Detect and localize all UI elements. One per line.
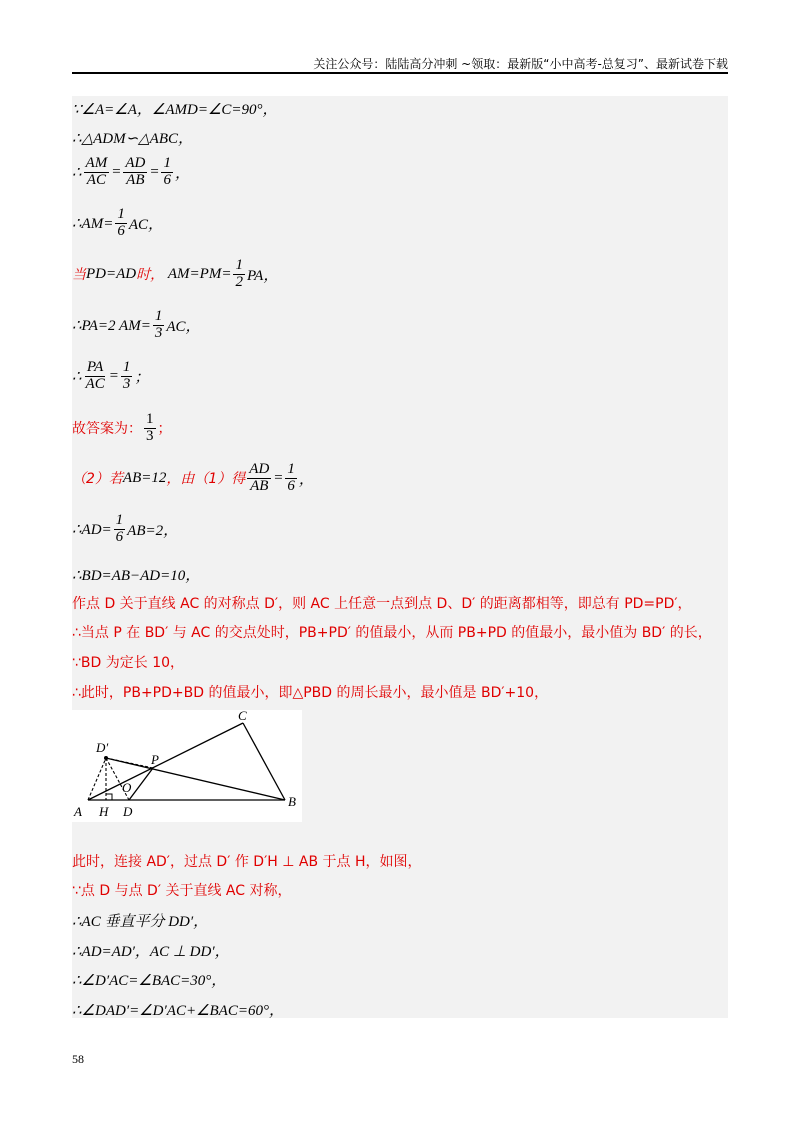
label-H: H bbox=[99, 804, 109, 819]
fraction: $\frac{1}{6}$ bbox=[117, 206, 125, 239]
page-header: 关注公众号：陆陆高分冲刺 ~领取：最新版“小中高考-总复习”、最新试卷下载 bbox=[313, 57, 728, 71]
step-3: ∴ $\frac{AM}{AC}$ = $\frac{AD}{AB}$ = $\frac{1}{6}$ ， bbox=[72, 155, 190, 188]
label-O: O bbox=[122, 780, 132, 795]
step-9: ∴BD=AB−AD=10， bbox=[72, 568, 201, 584]
fraction: $\frac{AD}{AB}$ bbox=[249, 461, 270, 494]
step-8: ∴AD= $\frac{1}{6}$ AB=2， bbox=[72, 512, 179, 545]
step-16: ∴AC 垂直平分 DD′， bbox=[72, 914, 209, 930]
step-12: ∵BD 为定长 10， bbox=[72, 655, 185, 671]
label-P: P bbox=[151, 752, 159, 767]
fraction: $\frac{AD}{AB}$ bbox=[125, 155, 146, 188]
step-3-prefix: ∴ bbox=[72, 164, 82, 181]
geometry-figure bbox=[72, 710, 302, 822]
page-number: 58 bbox=[72, 1052, 84, 1066]
fraction: $\frac{1}{3}$ bbox=[122, 359, 131, 392]
step-18: ∴∠D′AC=∠BAC=30°， bbox=[72, 973, 227, 989]
step-5: 当 PD=AD 时， AM=PM= $\frac{1}{2}$ PA， bbox=[72, 257, 279, 290]
fraction: $\frac{AM}{AC}$ bbox=[85, 155, 108, 188]
label-Dp: D′ bbox=[96, 740, 109, 755]
label-B: B bbox=[288, 794, 296, 809]
label-A: A bbox=[74, 804, 82, 819]
fraction: $\frac{1}{6}$ bbox=[287, 461, 295, 494]
fraction: $\frac{1}{3}$ bbox=[146, 411, 154, 444]
step-4: ∴AM= $\frac{1}{6}$ AC， bbox=[72, 206, 163, 239]
step-19: ∴∠DAD′=∠D′AC+∠BAC=60°， bbox=[72, 1003, 284, 1019]
label-C: C bbox=[238, 710, 247, 723]
header-rule bbox=[72, 72, 728, 74]
fraction: $\frac{1}{6}$ bbox=[163, 155, 171, 188]
fraction: $\frac{1}{6}$ bbox=[115, 512, 124, 545]
step-13: ∴此时，PB+PD+BD 的值最小，即△PBD 的周长最小，最小值是 BD′+10， bbox=[72, 685, 549, 701]
step-11: ∴当点 P 在 BD′ 与 AC 的交点处时，PB+PD′ 的值最小，从而 PB+PD 的值最小，最小值为 BD′ 的长， bbox=[72, 625, 712, 641]
step-6: ∴PA=2 AM= $\frac{1}{3}$ AC， bbox=[72, 308, 201, 341]
step-10: 作点 D 关于直线 AC 的对称点 D′，则 AC 上任意一点到点 D、D′ 的距离都相等，即总有 PD=PD′， bbox=[72, 596, 692, 612]
step-2: ∴△ADM∽△ABC， bbox=[72, 131, 194, 147]
fraction: $\frac{1}{3}$ bbox=[154, 308, 163, 341]
step-14: 此时，连接 AD′，过点 D′ 作 D′H ⊥ AB 于点 H，如图， bbox=[72, 854, 422, 870]
part-2-intro: （2）若 AB=12 ，由（1）得 $\frac{AD}{AB}$ = $\frac{1}{6}$ ， bbox=[72, 461, 314, 494]
step-15: ∵点 D 与点 D′ 关于直线 AC 对称， bbox=[72, 883, 292, 899]
step-1: ∵∠A=∠A，∠AMD=∠C=90°， bbox=[72, 102, 278, 118]
step-17: ∴AD=AD′，AC ⊥ DD′， bbox=[72, 944, 230, 960]
step-7: ∴ $\frac{PA}{AC}$ = $\frac{1}{3}$ ； bbox=[72, 359, 150, 392]
label-D: D bbox=[123, 804, 133, 819]
fraction: $\frac{1}{2}$ bbox=[235, 257, 243, 290]
fraction: $\frac{PA}{AC}$ bbox=[85, 359, 105, 392]
answer-1: 故答案为： $\frac{1}{3}$ ； bbox=[72, 411, 172, 444]
